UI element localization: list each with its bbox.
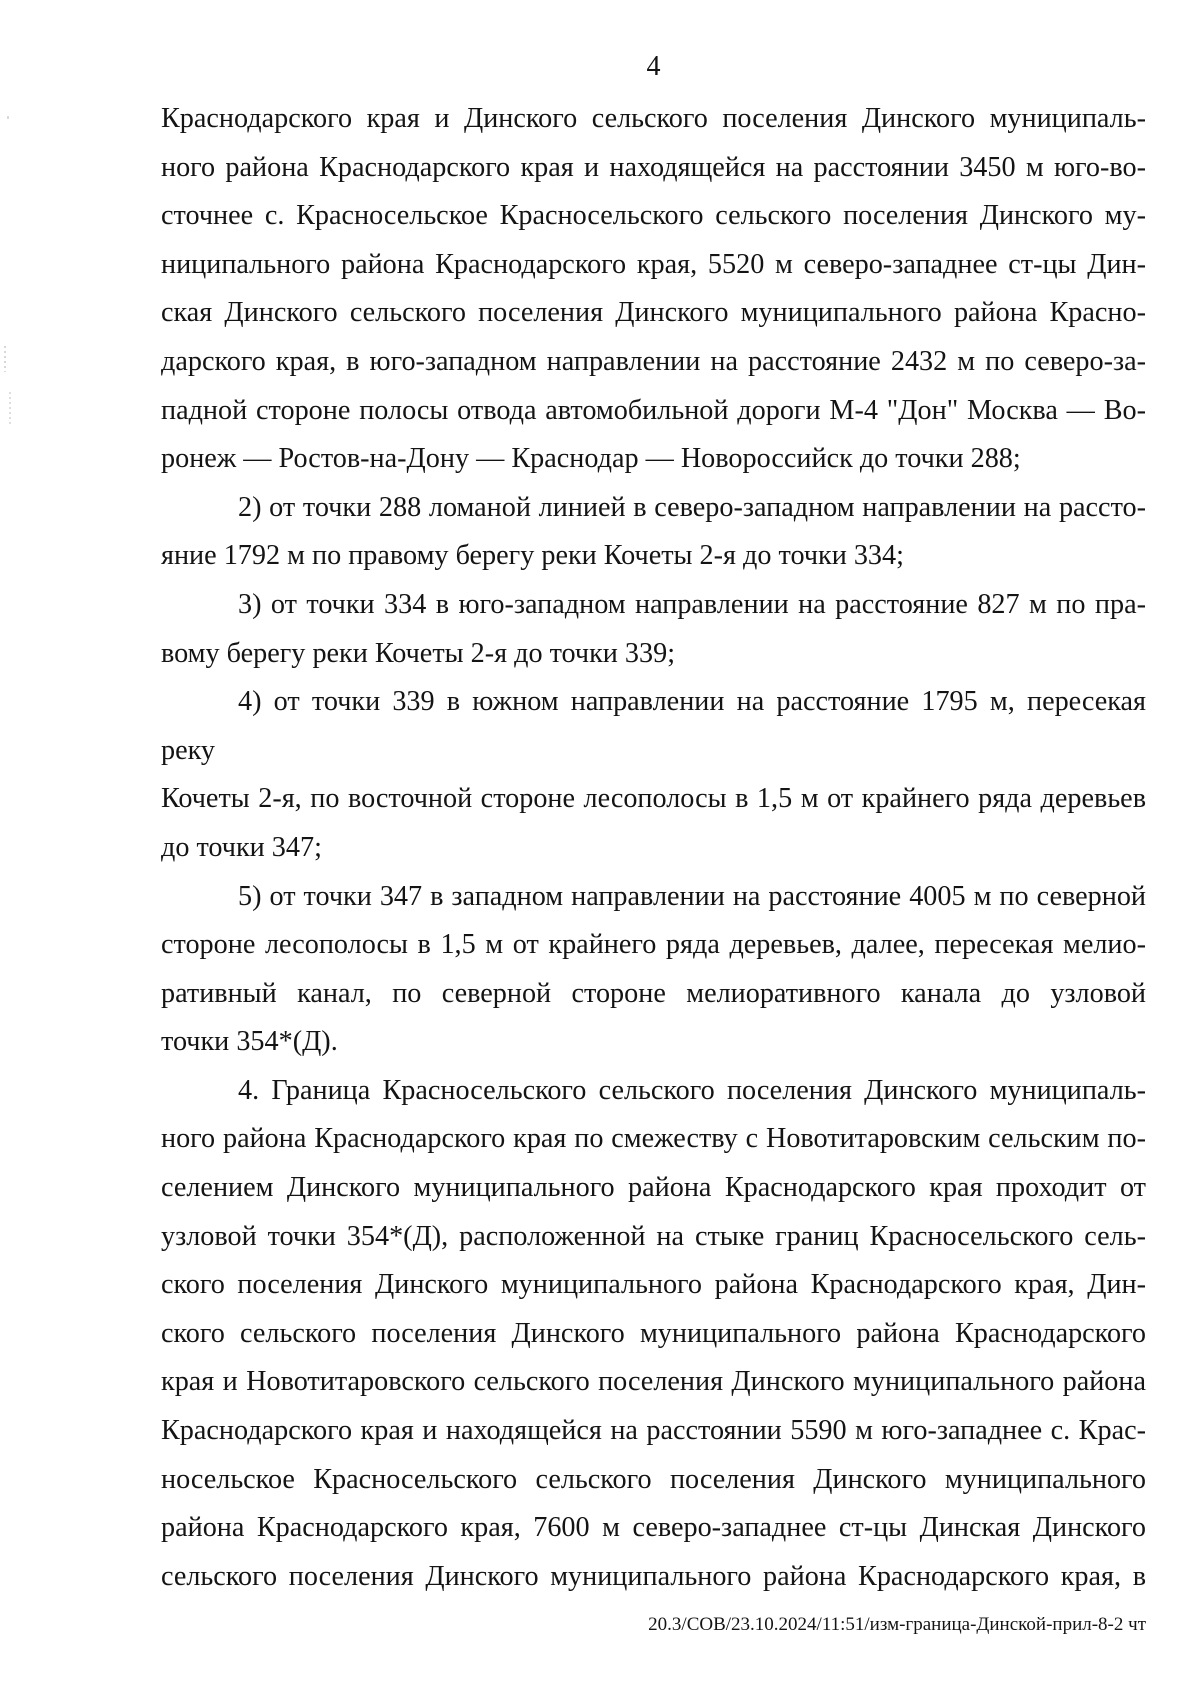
text-line: Кочеты 2-я, по восточной стороне лесополосы в 1,5 м от крайнего ряда деревьев xyxy=(161,783,1146,815)
text-line: ного района Краснодарского края по смежеству с Новотитаровским сельским по- xyxy=(161,1123,1146,1155)
text-line: узловой точки 354*(Д), расположенной на стыке границ Красносельского сель- xyxy=(161,1220,1146,1252)
text-line: 3) от точки 334 в юго-западном направлении на расстояние 827 м по пра- xyxy=(238,588,1146,620)
scan-artifact xyxy=(4,346,6,372)
text-line: падной стороне полосы отвода автомобильной дороги М-4 "Дон" Москва — Во- xyxy=(161,394,1146,426)
scan-artifact xyxy=(9,392,11,426)
text-line: 2) от точки 288 ломаной линией в северо-западном направлении на рассто- xyxy=(238,491,1146,523)
text-line: ского сельского поселения Динского муниципального района Краснодарского xyxy=(161,1317,1146,1349)
text-line: Краснодарского края и находящейся на расстоянии 5590 м юго-западнее с. Крас- xyxy=(161,1415,1146,1447)
text-line: ративный канал, по северной стороне мелиоративного канала до узловой xyxy=(161,977,1146,1009)
text-line: селением Динского муниципального района Краснодарского края проходит от xyxy=(161,1172,1146,1204)
text-line: района Краснодарского края, 7600 м северо-западнее ст-цы Динская Динского xyxy=(161,1512,1146,1544)
text-line: стороне лесополосы в 1,5 м от крайнего ряда деревьев, далее, пересекая мелио- xyxy=(161,929,1146,961)
text-line: точки 354*(Д). xyxy=(161,1026,338,1058)
text-line: яние 1792 м по правому берегу реки Кочеты 2-я до точки 334; xyxy=(161,540,904,572)
page-number: 4 xyxy=(646,51,661,82)
document-body xyxy=(161,95,1146,1601)
text-line: до точки 347; xyxy=(161,831,322,863)
text-line: 4) от точки 339 в южном направлении на расстояние 1795 м, пересекая реку xyxy=(161,686,1146,766)
text-line: вому берегу реки Кочеты 2-я до точки 339; xyxy=(161,637,676,669)
text-line: ронеж — Ростов-на-Дону — Краснодар — Новороссийск до точки 288; xyxy=(161,443,1021,475)
text-line: ного района Краснодарского края и находящейся на расстоянии 3450 м юго-во- xyxy=(161,151,1146,183)
text-line: сельского поселения Динского муниципального района Краснодарского края, в xyxy=(161,1560,1146,1592)
text-line: Краснодарского края и Динского сельского поселения Динского муниципаль- xyxy=(161,103,1146,134)
text-line: дарского края, в юго-западном направлении на расстояние 2432 м по северо-за- xyxy=(161,345,1146,377)
scan-artifact xyxy=(7,116,9,119)
text-line: 5) от точки 347 в западном направлении на расстояние 4005 м по северной xyxy=(238,880,1146,912)
text-line: края и Новотитаровского сельского поселения Динского муниципального района xyxy=(161,1366,1146,1398)
text-line: ниципального района Краснодарского края, 5520 м северо-западнее ст-цы Дин- xyxy=(161,248,1146,280)
text-line: сточнее с. Красносельское Красносельского сельского поселения Динского му- xyxy=(161,200,1146,232)
document-footer-stamp: 20.3/СОВ/23.10.2024/11:51/изм-граница-Динской-прил-8-2 чт xyxy=(648,1614,1146,1635)
text-line: носельское Красносельского сельского поселения Динского муниципального xyxy=(161,1463,1146,1495)
text-line: ского поселения Динского муниципального района Краснодарского края, Дин- xyxy=(161,1269,1146,1301)
text-line: ская Динского сельского поселения Динского муниципального района Красно- xyxy=(161,297,1146,329)
text-line: 4. Граница Красносельского сельского поселения Динского муниципаль- xyxy=(238,1074,1146,1106)
